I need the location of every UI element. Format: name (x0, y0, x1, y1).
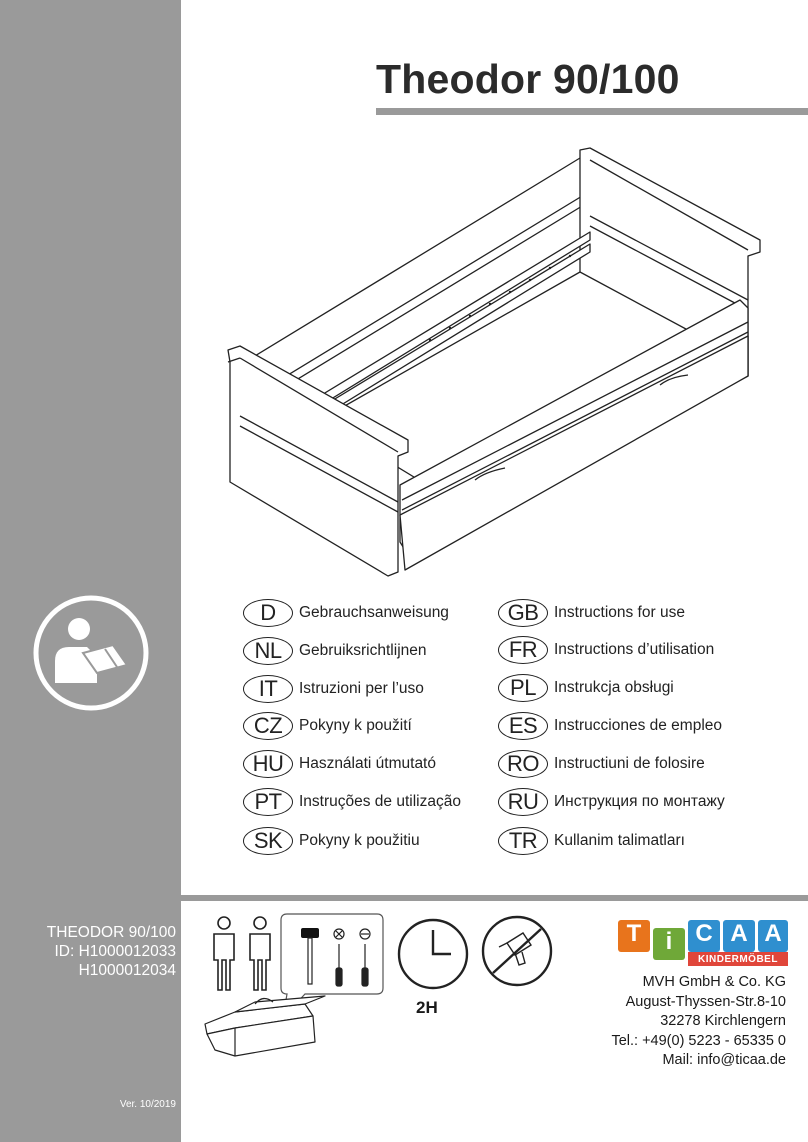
language-row (243, 825, 420, 857)
logo-subtitle: KINDERMÖBEL (698, 953, 778, 965)
language-label: Gebruiksrichtlijnen (299, 642, 427, 659)
language-row (498, 634, 714, 666)
language-row (498, 710, 722, 742)
language-label: Instructions for use (554, 604, 685, 621)
logo-letter: A (764, 920, 782, 947)
version-label: Ver. 10/2019 (119, 1099, 176, 1110)
logo-letter: T (626, 920, 642, 947)
tools-callout (195, 912, 395, 1062)
brand-logo (616, 918, 791, 975)
language-code: RO (498, 750, 548, 778)
clock-icon (395, 916, 471, 992)
language-code: HU (243, 750, 293, 778)
language-code: NL (243, 637, 293, 665)
language-row (498, 672, 674, 704)
language-row (243, 635, 427, 667)
toolbox-icon (205, 996, 325, 1056)
company-city: 32278 Kirchlengern (660, 1013, 786, 1029)
language-label: Istruzioni per l’uso (299, 680, 424, 697)
product-id-2: H1000012034 (78, 962, 176, 979)
language-row (243, 673, 424, 705)
company-name: MVH GmbH & Co. KG (642, 974, 786, 990)
title-underline (376, 108, 808, 115)
language-code: IT (243, 675, 293, 703)
language-row (498, 825, 685, 857)
language-label: Használati útmutató (299, 755, 436, 772)
language-row (498, 786, 725, 818)
logo-letter: C (695, 920, 713, 947)
language-code: PL (498, 674, 548, 702)
language-code: D (243, 599, 293, 627)
language-code: PT (243, 788, 293, 816)
language-row (243, 748, 436, 780)
language-label: Instruções de utilização (299, 793, 461, 810)
language-label: Инструкция по монтажу (554, 793, 725, 810)
logo-letter: i (665, 928, 673, 955)
language-label: Instructions d’utilisation (554, 641, 715, 658)
logo-letter: A (730, 920, 748, 947)
language-label: Kullanim talimatları (554, 832, 685, 849)
language-code: TR (498, 827, 548, 855)
bed-illustration (220, 140, 770, 580)
language-code: CZ (243, 712, 293, 740)
language-row (498, 597, 685, 629)
language-label: Pokyny k použitiu (299, 832, 420, 849)
language-code: ES (498, 712, 548, 740)
language-label: Instrukcja obsługi (554, 679, 674, 696)
product-info (47, 923, 176, 980)
language-code: GB (498, 599, 548, 627)
assembly-time: 2H (416, 998, 438, 1017)
language-row (498, 748, 705, 780)
language-label: Instructiuni de folosire (554, 755, 705, 772)
company-street: August-Thyssen-Str.8-10 (625, 993, 786, 1010)
read-manual-icon (31, 593, 151, 713)
document-title: Theodor 90/100 (376, 56, 680, 102)
company-mail: Mail: info@ticaa.de (662, 1052, 786, 1068)
company-address (611, 973, 786, 1071)
language-row (243, 786, 461, 818)
product-name: THEODOR 90/100 (46, 924, 176, 941)
language-code: RU (498, 788, 548, 816)
no-drill-icon (479, 913, 555, 989)
language-label: Gebrauchsanweisung (299, 604, 449, 621)
language-row (243, 597, 449, 629)
language-row (243, 710, 412, 742)
left-sidebar-band (0, 0, 181, 895)
language-label: Instrucciones de empleo (554, 717, 723, 734)
language-code: SK (243, 827, 293, 855)
language-label: Pokyny k použití (299, 717, 412, 734)
product-id: ID: H1000012033 (54, 943, 176, 960)
company-phone: Tel.: +49(0) 5223 - 65335 0 (611, 1032, 786, 1049)
language-code: FR (498, 636, 548, 664)
